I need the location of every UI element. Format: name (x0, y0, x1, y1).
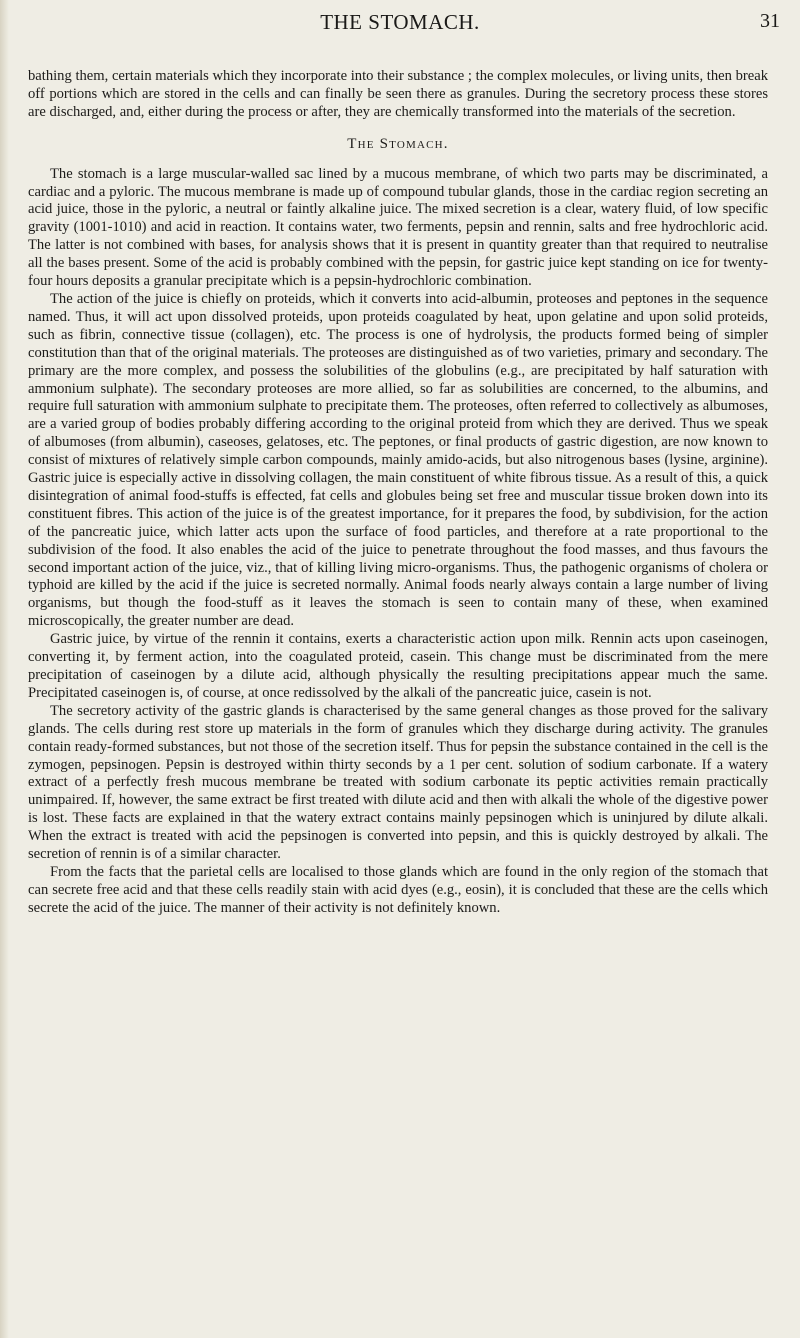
page-number: 31 (760, 10, 780, 32)
running-head: THE STOMACH. (320, 10, 480, 34)
page-header (20, 10, 780, 44)
paragraph-continuation: bathing them, certain materials which they incorporate into their substance ; the complex molecules, or living units, then break off portions which are stored in the cells and can finally be seen there as granules. During the secretory process these stores are discharged, and, either during the process or after, they are chemically transformed into the materials of the secretion. (28, 68, 768, 120)
paragraph-stomach-description: The stomach is a large muscular-walled sac lined by a mucous membrane, of which two parts may be discriminated, a cardiac and a pyloric. The mucous membrane is made up of compound tubular glands, those in the cardiac region secreting an acid juice, those in the pyloric, a neutral or faintly alkaline juice. The mixed secretion is a clear, watery fluid, of low specific gravity (1001-1010) and acid in reaction. It contains water, two ferments, pepsin and rennin, salts and free hydrochloric acid. The latter is not combined with bases, for analysis shows that it is present in quantity greater than that required to neutralise all the bases present. Some of the acid is probably combined with the pepsin, for gastric juice kept standing on ice for twenty-four hours deposits a granular precipitate which is a pepsin-hydrochloric combination. (28, 165, 768, 290)
paragraph-rennin: Gastric juice, by virtue of the rennin it contains, exerts a characteristic action upon milk. Rennin acts upon caseinogen, converting it, by ferment action, into the coagulated proteid, casein. This change must be discriminated from the mere precipitation of caseinogen by a dilute acid, although physically the resulting precipitations appear much the same. Precipitated caseinogen is, of course, at once redissolved by the alkali of the pancreatic juice, casein is not. (28, 631, 768, 701)
section-title: The Stomach. (347, 135, 449, 152)
paragraph-secretory-activity: The secretory activity of the gastric glands is characterised by the same general changes as those proved for the salivary glands. The cells during rest store up materials in the form of granules which they discharge during activity. The granules contain ready-formed substances, but not those of the secretion itself. Thus for pepsin the substance contained in the cell is the zymogen, pepsinogen. Pepsin is destroyed within thirty seconds by a 1 per cent. solution of sodium carbonate. If a watery extract of a perfectly fresh mucous membrane be treated with sodium carbonate its peptic activities remain practically unimpaired. If, however, the same extract be first treated with dilute acid and then with alkali the whole of the digestive power is lost. These facts are explained in that the watery extract contains mainly pepsinogen which is uninjured by dilute alkali. When the extract is treated with acid the pepsinogen is converted into pepsin, and this is quickly destroyed by alkali. The secretion of rennin is of a similar character. (28, 702, 768, 863)
page-edge-shadow (0, 0, 9, 1338)
paragraph-juice-action: The action of the juice is chiefly on proteids, which it converts into acid-albumin, proteoses and peptones in the sequence named. Thus, it will act upon dissolved proteids, upon proteids coagulated by heat, upon gelatine and upon solid proteids, such as fibrin, connective tissue (collagen), etc. The process is one of hydrolysis, the products formed being of simpler constitution than that of the original materials. The proteoses are distinguished as of two varieties, primary and secondary. The primary are the more complex, and possess the solubilities of the globulins (e.g., are precipitated by half saturation with ammonium sulphate). The secondary proteoses are more allied, so far as solubilities are concerned, to the albumins, and require full saturation with ammonium sulphate to precipitate them. The proteoses, often referred to collectively as albumoses, are a varied group of bodies probably differing according to the original proteid from which they are derived. Thus we speak of albumoses (from albumin), caseoses, gelatoses, etc. The peptones, or final products of gastric digestion, are now known to consist of mixtures of relatively simple carbon compounds, mainly amido-acids, but also nitrogenous bases (lysine, arginine). Gastric juice is especially active in dissolving collagen, the main constituent of white fibrous tissue. As a result of this, a quick disintegration of animal food-stuffs is effected, fat cells and globules being set free and muscular tissue broken down into its constituent fibres. This action of the juice is of the greatest importance, for it prepares the food, by subdivision, for the action of the pancreatic juice, which latter acts upon the surface of food particles, and therefore at a rate proportional to the subdivision of the food. It also enables the acid of the juice to penetrate throughout the food masses, and thus favours the second important action of the juice, viz., that of killing living micro-organisms. Thus, the pathogenic organisms of cholera or typhoid are killed by the acid if the juice is secreted normally. Animal foods nearly always contain a large number of living organisms, but though the food-stuff as it leaves the stomach is seen to contain many of these, when examined microscopically, the greater number are dead. (28, 290, 768, 630)
paragraph-parietal-cells: From the facts that the parietal cells are localised to those glands which are found in the only region of the stomach that can secrete free acid and that these cells readily stain with acid dyes (e.g., eosin), it is concluded that these are the cells which secrete the acid of the juice. The manner of their activity is not definitely known. (28, 863, 768, 916)
body-text (28, 68, 768, 918)
